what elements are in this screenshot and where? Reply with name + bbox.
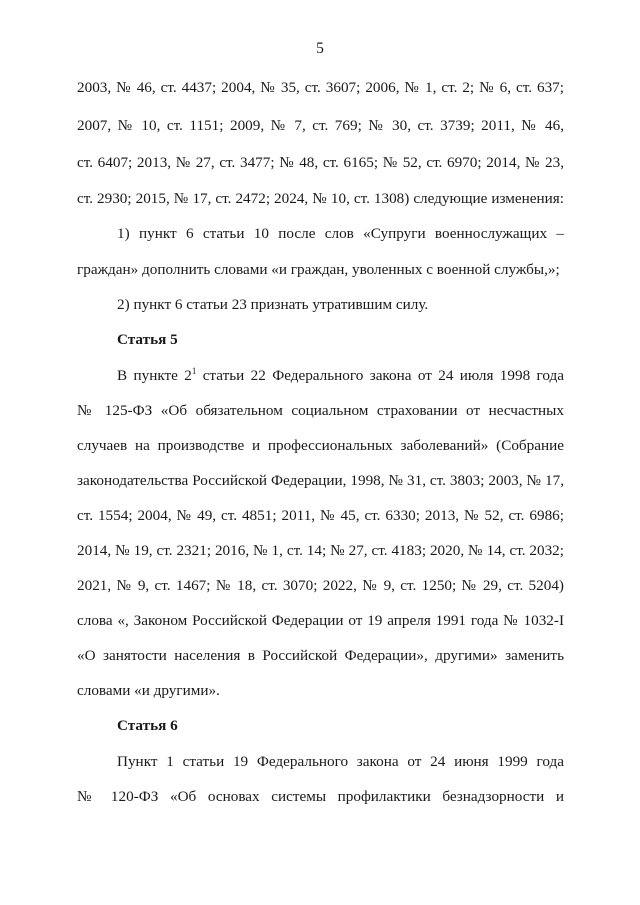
text-line: 2) пункт 6 статьи 23 признать утратившим силу.: [117, 296, 429, 313]
text-line: [117, 366, 564, 386]
text-line: случаев на производстве и профессиональных заболеваний» (Собрание: [77, 437, 564, 454]
text-fragment: статьи 22 Федерального закона от 24 июля 1998 года: [196, 367, 564, 384]
text-line: 1) пункт 6 статьи 10 после слов «Супруги военнослужащих –: [117, 225, 564, 242]
text-line: 2007, № 10, ст. 1151; 2009, № 7, ст. 769; № 30, ст. 3739; 2011, № 46,: [77, 117, 564, 134]
text-line: 2021, № 9, ст. 1467; № 18, ст. 3070; 2022, № 9, ст. 1250; № 29, ст. 5204): [77, 577, 564, 594]
text-line: № 120-ФЗ «Об основах системы профилактики безнадзорности и: [77, 788, 564, 805]
text-line: № 125-ФЗ «Об обязательном социальном страховании от несчастных: [77, 402, 564, 419]
text-fragment: В пункте 2: [117, 367, 192, 384]
article-heading: Статья 6: [117, 717, 178, 734]
page-number: 5: [316, 40, 324, 57]
text-line: Пункт 1 статьи 19 Федерального закона от 24 июня 1999 года: [117, 753, 564, 770]
text-line: слова «, Законом Российской Федерации от 19 апреля 1991 года № 1032-I: [77, 612, 564, 629]
text-line: 2003, № 46, ст. 4437; 2004, № 35, ст. 3607; 2006, № 1, ст. 2; № 6, ст. 637;: [77, 79, 564, 96]
article-heading: Статья 5: [117, 331, 178, 348]
text-line: граждан» дополнить словами «и граждан, уволенных с военной службы,»;: [77, 261, 560, 278]
text-line: словами «и другими».: [77, 682, 220, 699]
text-line: ст. 6407; 2013, № 27, ст. 3477; № 48, ст. 6165; № 52, ст. 6970; 2014, № 23,: [77, 154, 564, 171]
text-line: законодательства Российской Федерации, 1998, № 31, ст. 3803; 2003, № 17,: [77, 472, 564, 489]
text-line: «О занятости населения в Российской Федерации», другими» заменить: [77, 647, 564, 664]
superscript: 1: [191, 366, 197, 376]
text-line: ст. 1554; 2004, № 49, ст. 4851; 2011, № 45, ст. 6330; 2013, № 52, ст. 6986;: [77, 507, 564, 524]
text-line: 2014, № 19, ст. 2321; 2016, № 1, ст. 14; № 27, ст. 4183; 2020, № 14, ст. 2032;: [77, 542, 564, 559]
text-line: ст. 2930; 2015, № 17, ст. 2472; 2024, № 10, ст. 1308) следующие изменения:: [77, 190, 564, 207]
